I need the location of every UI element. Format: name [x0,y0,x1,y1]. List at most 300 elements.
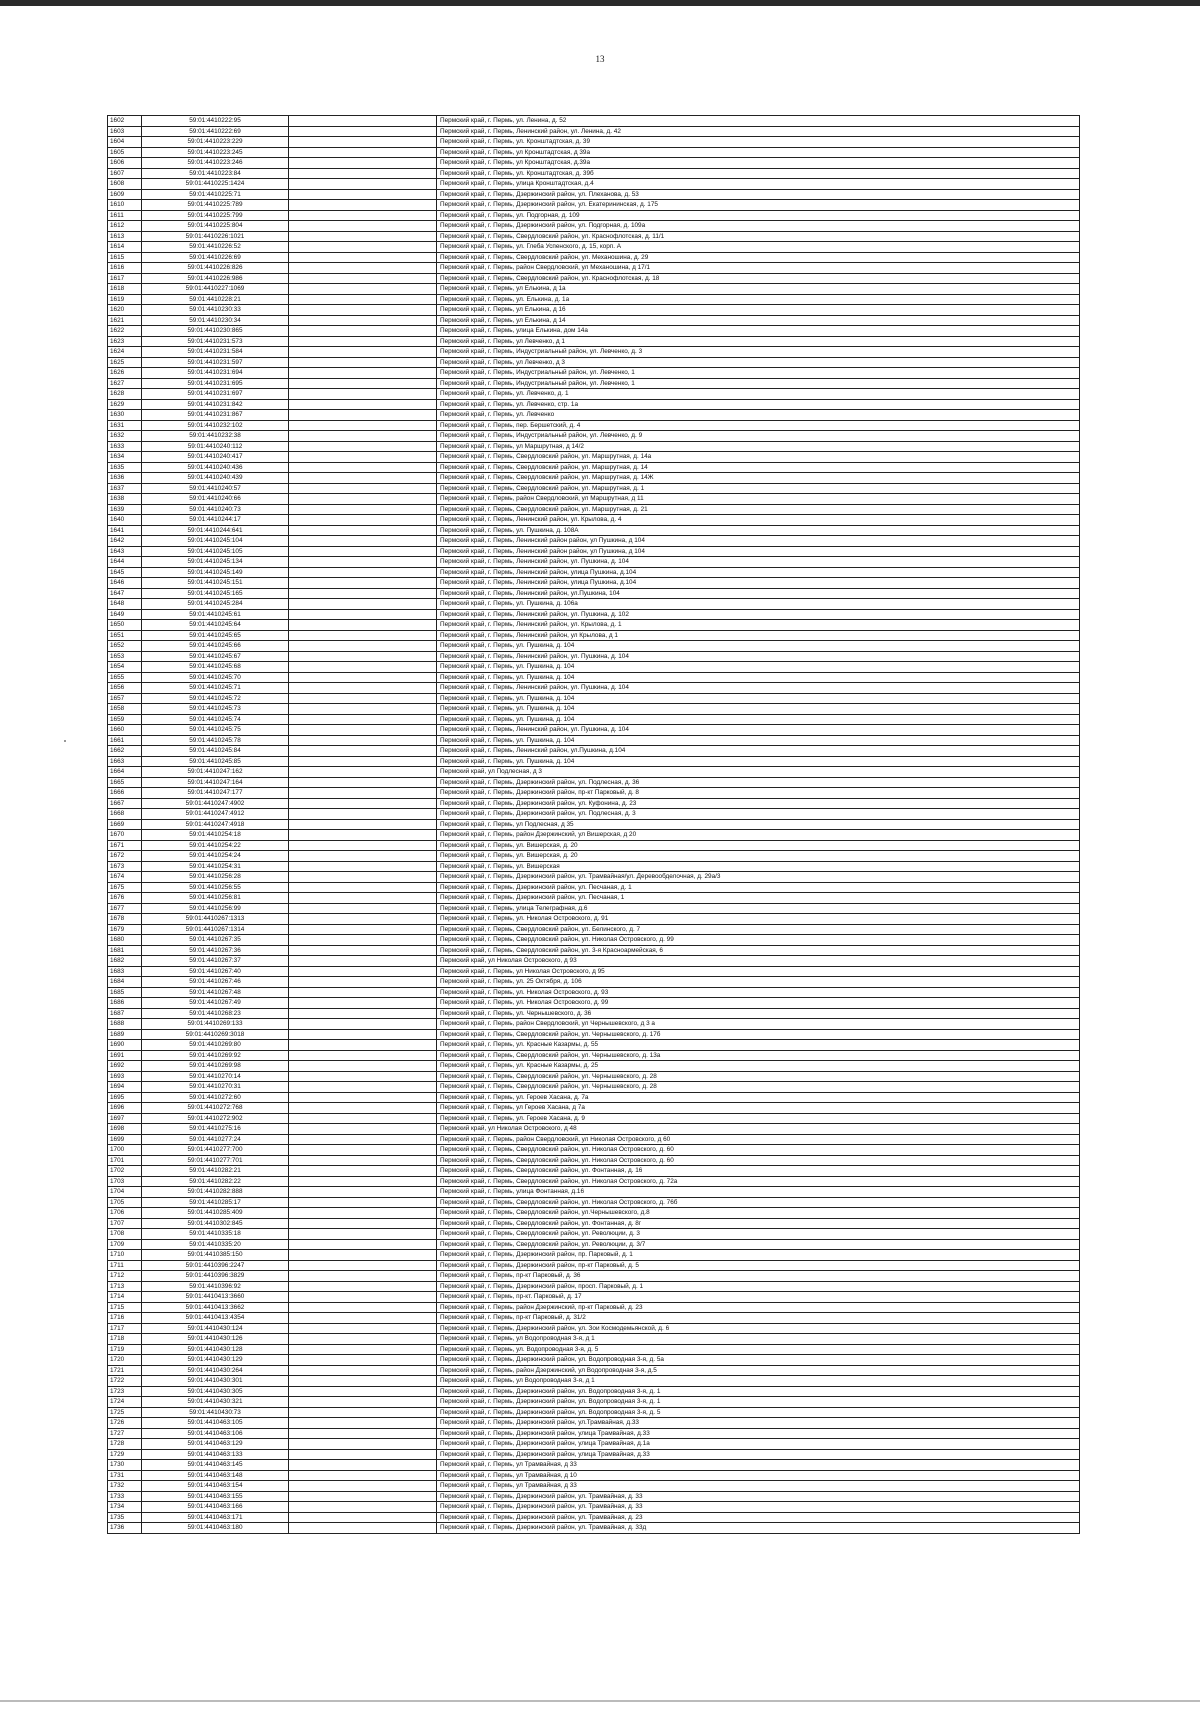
table-row [108,1176,1080,1187]
address-cell: Пермский край, г. Пермь, ул. Героев Хасана, д. 9 [437,1113,1080,1124]
address-cell: Пермский край, г. Пермь, ул. Пушкина, д. 104 [437,693,1080,704]
address-cell: Пермский край, г. Пермь, ул. Пушкина, д. 104 [437,704,1080,715]
row-number-cell: 1698 [108,1124,142,1135]
row-number-cell: 1612 [108,221,142,232]
address-cell: Пермский край, г. Пермь, ул Водопроводная 3-я, д 1 [437,1376,1080,1387]
table-row [108,420,1080,431]
row-number-cell: 1680 [108,935,142,946]
empty-cell [289,368,437,379]
row-number-cell: 1633 [108,441,142,452]
table-row [108,252,1080,263]
address-cell: Пермский край, г. Пермь, Ленинский район, ул.Пушкина, 104 [437,588,1080,599]
empty-cell [289,1323,437,1334]
row-number-cell: 1689 [108,1029,142,1040]
address-cell: Пермский край, г. Пермь, Дзержинский район, улица Трамвайная, д.1а [437,1439,1080,1450]
address-cell: Пермский край, г. Пермь, ул. Николая Островского, д. 99 [437,998,1080,1009]
address-cell: Пермский край, г. Пермь, ул. Ленина, д. 52 [437,116,1080,127]
cadastral-number-cell: 59:01:4410245:74 [142,714,289,725]
cadastral-number-cell: 59:01:4410270:14 [142,1071,289,1082]
table-row [108,756,1080,767]
empty-cell [289,746,437,757]
row-number-cell: 1696 [108,1103,142,1114]
row-number-cell: 1648 [108,599,142,610]
cadastral-number-cell: 59:01:4410396:2247 [142,1260,289,1271]
table-row [108,179,1080,190]
row-number-cell: 1679 [108,924,142,935]
address-cell: Пермский край, г. Пермь, Дзержинский район, ул. Водопроводная 3-я, д. 1 [437,1386,1080,1397]
cadastral-number-cell: 59:01:4410245:104 [142,536,289,547]
row-number-cell: 1718 [108,1334,142,1345]
row-number-cell: 1610 [108,200,142,211]
empty-cell [289,756,437,767]
cadastral-number-cell: 59:01:4410282:22 [142,1176,289,1187]
address-cell: Пермский край, г. Пермь, Ленинский район, ул.Пушкина, д.104 [437,746,1080,757]
table-row [108,704,1080,715]
cadastral-number-cell: 59:01:4410245:61 [142,609,289,620]
cadastral-number-cell: 59:01:4410231:694 [142,368,289,379]
address-cell: Пермский край, г. Пермь, ул. Глеба Успенского, д. 15, корп. А [437,242,1080,253]
cadastral-number-cell: 59:01:4410430:264 [142,1365,289,1376]
table-row [108,1197,1080,1208]
address-cell: Пермский край, г. Пермь, ул. Левченко, д. 1 [437,389,1080,400]
row-number-cell: 1725 [108,1407,142,1418]
empty-cell [289,546,437,557]
cadastral-number-cell: 59:01:4410285:409 [142,1208,289,1219]
address-cell: Пермский край, г. Пермь, ул Маршрутная, д 14/2 [437,441,1080,452]
cadastral-number-cell: 59:01:4410430:128 [142,1344,289,1355]
address-cell: Пермский край, г. Пермь, Свердловский район, ул. Николая Островского, д. 60 [437,1155,1080,1166]
address-cell: Пермский край, г. Пермь, Дзержинский район, улица Трамвайная, д.33 [437,1428,1080,1439]
cadastral-number-cell: 59:01:4410267:40 [142,966,289,977]
table-row [108,641,1080,652]
empty-cell [289,882,437,893]
address-cell: Пермский край, г. Пермь, ул Трамвайная, д 33 [437,1460,1080,1471]
cadastral-number-cell: 59:01:4410231:695 [142,378,289,389]
row-number-cell: 1651 [108,630,142,641]
row-number-cell: 1616 [108,263,142,274]
empty-cell [289,1082,437,1093]
address-cell: Пермский край, г. Пермь, ул. Пушкина, д. 104 [437,641,1080,652]
address-cell: Пермский край, г. Пермь, пр-кт. Парковый, д. 17 [437,1292,1080,1303]
address-cell: Пермский край, г. Пермь, ул Николая Островского, д 95 [437,966,1080,977]
cadastral-number-cell: 59:01:4410282:21 [142,1166,289,1177]
row-number-cell: 1657 [108,693,142,704]
cadastral-number-cell: 59:01:4410282:888 [142,1187,289,1198]
table-row [108,462,1080,473]
row-number-cell: 1650 [108,620,142,631]
empty-cell [289,210,437,221]
address-cell: Пермский край, г. Пермь, ул. Красные Казармы, д. 55 [437,1040,1080,1051]
table-row [108,210,1080,221]
row-number-cell: 1664 [108,767,142,778]
cadastral-number-cell: 59:01:4410232:102 [142,420,289,431]
row-number-cell: 1729 [108,1449,142,1460]
cadastral-number-cell: 59:01:4410244:17 [142,515,289,526]
cadastral-number-cell: 59:01:4410225:1424 [142,179,289,190]
table-row [108,893,1080,904]
table-row [108,263,1080,274]
empty-cell [289,1313,437,1324]
table-row [108,536,1080,547]
row-number-cell: 1658 [108,704,142,715]
empty-cell [289,1355,437,1366]
row-number-cell: 1684 [108,977,142,988]
cadastral-number-cell: 59:01:4410223:229 [142,137,289,148]
table-row [108,336,1080,347]
row-number-cell: 1712 [108,1271,142,1282]
table-row [108,578,1080,589]
table-row [108,1124,1080,1135]
empty-cell [289,935,437,946]
address-cell: Пермский край, г. Пермь, ул Елькина, д 1а [437,284,1080,295]
row-number-cell: 1611 [108,210,142,221]
empty-cell [289,1071,437,1082]
cadastral-number-cell: 59:01:4410463:180 [142,1523,289,1534]
empty-cell [289,641,437,652]
address-cell: Пермский край, г. Пермь, ул Левченко, д 3 [437,357,1080,368]
cadastral-number-cell: 59:01:4410240:57 [142,483,289,494]
table-row [108,1512,1080,1523]
address-cell: Пермский край, г. Пермь, Дзержинский район, ул. Трамвайная, д. 23 [437,1512,1080,1523]
empty-cell [289,1407,437,1418]
table-row [108,714,1080,725]
empty-cell [289,326,437,337]
row-number-cell: 1667 [108,798,142,809]
address-cell: Пермский край, г. Пермь, Ленинский район, ул. Крылова, д. 1 [437,620,1080,631]
row-number-cell: 1619 [108,294,142,305]
cadastral-number-cell: 59:01:4410245:71 [142,683,289,694]
address-cell: Пермский край, ул Николая Островского, д 93 [437,956,1080,967]
row-number-cell: 1656 [108,683,142,694]
empty-cell [289,420,437,431]
empty-cell [289,798,437,809]
cadastral-number-cell: 59:01:4410430:126 [142,1334,289,1345]
empty-cell [289,137,437,148]
address-cell: Пермский край, г. Пермь, ул. Героев Хасана, д. 7а [437,1092,1080,1103]
empty-cell [289,252,437,263]
cadastral-number-cell: 59:01:4410227:1069 [142,284,289,295]
address-cell: Пермский край, г. Пермь, ул Кронштадтская, д.39а [437,158,1080,169]
empty-cell [289,1124,437,1135]
empty-cell [289,767,437,778]
address-cell: Пермский край, г. Пермь, район Дзержинский, пр-кт Парковый, д. 23 [437,1302,1080,1313]
row-number-cell: 1723 [108,1386,142,1397]
empty-cell [289,1502,437,1513]
table-row [108,567,1080,578]
address-cell: Пермский край, г. Пермь, Дзержинский район, улица Трамвайная, д.33 [437,1449,1080,1460]
table-row [108,305,1080,316]
row-number-cell: 1714 [108,1292,142,1303]
address-cell: Пермский край, г. Пермь, ул Трамвайная, д 10 [437,1470,1080,1481]
table-row [108,168,1080,179]
table-row [108,735,1080,746]
empty-cell [289,1166,437,1177]
table-row [108,399,1080,410]
row-number-cell: 1628 [108,389,142,400]
table-row [108,557,1080,568]
address-cell: Пермский край, г. Пермь, район Дзержинский, ул Вишерская, д 20 [437,830,1080,841]
empty-cell [289,1302,437,1313]
registry-table [107,115,1080,1534]
table-row [108,1260,1080,1271]
table-row [108,347,1080,358]
address-cell: Пермский край, г. Пермь, ул. Кронштадтская, д. 39 [437,137,1080,148]
cadastral-number-cell: 59:01:4410223:84 [142,168,289,179]
address-cell: Пермский край, г. Пермь, Ленинский район, ул. Пушкина, д. 104 [437,683,1080,694]
cadastral-number-cell: 59:01:4410222:95 [142,116,289,127]
table-row [108,1502,1080,1513]
address-cell: Пермский край, г. Пермь, Свердловский район, ул. Маршрутная, д. 14 [437,462,1080,473]
cadastral-number-cell: 59:01:4410231:867 [142,410,289,421]
empty-cell [289,588,437,599]
table-row [108,1050,1080,1061]
cadastral-number-cell: 59:01:4410225:789 [142,200,289,211]
empty-cell [289,1344,437,1355]
cadastral-number-cell: 59:01:4410230:33 [142,305,289,316]
address-cell: Пермский край, г. Пермь, Свердловский район, ул. Маршрутная, д. 1 [437,483,1080,494]
cadastral-number-cell: 59:01:4410463:133 [142,1449,289,1460]
cadastral-number-cell: 59:01:4410254:22 [142,840,289,851]
table-row [108,525,1080,536]
cadastral-number-cell: 59:01:4410430:321 [142,1397,289,1408]
table-row [108,630,1080,641]
empty-cell [289,452,437,463]
empty-cell [289,1334,437,1345]
row-number-cell: 1681 [108,945,142,956]
table-row [108,1313,1080,1324]
row-number-cell: 1607 [108,168,142,179]
table-row [108,1397,1080,1408]
row-number-cell: 1637 [108,483,142,494]
table-row [108,326,1080,337]
table-row [108,1292,1080,1303]
table-row [108,1271,1080,1282]
cadastral-number-cell: 59:01:4410222:69 [142,126,289,137]
address-cell: Пермский край, г. Пермь, ул. Николая Островского, д. 93 [437,987,1080,998]
cadastral-number-cell: 59:01:4410240:73 [142,504,289,515]
row-number-cell: 1692 [108,1061,142,1072]
cadastral-number-cell: 59:01:4410302:845 [142,1218,289,1229]
address-cell: Пермский край, г. Пермь, Дзержинский район, ул. Плеханова, д. 53 [437,189,1080,200]
row-number-cell: 1693 [108,1071,142,1082]
table-row [108,431,1080,442]
address-cell: Пермский край, г. Пермь, район Свердловский, ул Николая Островского, д 60 [437,1134,1080,1145]
empty-cell [289,893,437,904]
row-number-cell: 1704 [108,1187,142,1198]
row-number-cell: 1626 [108,368,142,379]
empty-cell [289,515,437,526]
cadastral-number-cell: 59:01:4410277:700 [142,1145,289,1156]
cadastral-number-cell: 59:01:4410463:106 [142,1428,289,1439]
row-number-cell: 1636 [108,473,142,484]
cadastral-number-cell: 59:01:4410225:799 [142,210,289,221]
cadastral-number-cell: 59:01:4410245:165 [142,588,289,599]
empty-cell [289,557,437,568]
address-cell: Пермский край, г. Пермь, Свердловский район, ул. Чернышевского, д. 28 [437,1071,1080,1082]
empty-cell [289,263,437,274]
row-number-cell: 1662 [108,746,142,757]
row-number-cell: 1652 [108,641,142,652]
address-cell: Пермский край, г. Пермь, Дзержинский район, ул. Песчаная, 1 [437,893,1080,904]
row-number-cell: 1645 [108,567,142,578]
table-row [108,851,1080,862]
table-row [108,1071,1080,1082]
table-row [108,378,1080,389]
cadastral-number-cell: 59:01:4410244:641 [142,525,289,536]
row-number-cell: 1670 [108,830,142,841]
table-row [108,1302,1080,1313]
table-row [108,273,1080,284]
cadastral-number-cell: 59:01:4410226:69 [142,252,289,263]
row-number-cell: 1653 [108,651,142,662]
table-row [108,452,1080,463]
empty-cell [289,473,437,484]
address-cell: Пермский край, г. Пермь, Ленинский район район, ул Пушкина, д 104 [437,536,1080,547]
empty-cell [289,294,437,305]
row-number-cell: 1669 [108,819,142,830]
empty-cell [289,683,437,694]
address-cell: Пермский край, г. Пермь, Ленинский район, ул. Пушкина, д. 104 [437,557,1080,568]
table-row [108,1208,1080,1219]
table-row [108,683,1080,694]
row-number-cell: 1644 [108,557,142,568]
address-cell: Пермский край, г. Пермь, ул Кронштадтская, д 39а [437,147,1080,158]
empty-cell [289,536,437,547]
row-number-cell: 1642 [108,536,142,547]
cadastral-number-cell: 59:01:4410240:112 [142,441,289,452]
cadastral-number-cell: 59:01:4410247:4912 [142,809,289,820]
row-number-cell: 1629 [108,399,142,410]
address-cell: Пермский край, г. Пермь, пр-кт Парковый, д. 36 [437,1271,1080,1282]
cadastral-number-cell: 59:01:4410245:284 [142,599,289,610]
row-number-cell: 1618 [108,284,142,295]
empty-cell [289,1470,437,1481]
empty-cell [289,357,437,368]
empty-cell [289,242,437,253]
address-cell: Пермский край, г. Пермь, Ленинский район, улица Пушкина, д.104 [437,578,1080,589]
empty-cell [289,1512,437,1523]
cadastral-number-cell: 59:01:4410463:154 [142,1481,289,1492]
table-row [108,1239,1080,1250]
address-cell: Пермский край, ул Подлесная, д 3 [437,767,1080,778]
table-row [108,840,1080,851]
table-row [108,1428,1080,1439]
table-row [108,966,1080,977]
empty-cell [289,977,437,988]
empty-cell [289,1229,437,1240]
cadastral-number-cell: 59:01:4410430:301 [142,1376,289,1387]
address-cell: Пермский край, г. Пермь, ул Подлесная, д 35 [437,819,1080,830]
row-number-cell: 1627 [108,378,142,389]
empty-cell [289,714,437,725]
empty-cell [289,1491,437,1502]
row-number-cell: 1721 [108,1365,142,1376]
table-row [108,315,1080,326]
empty-cell [289,1218,437,1229]
cadastral-number-cell: 59:01:4410272:60 [142,1092,289,1103]
empty-cell [289,1176,437,1187]
empty-cell [289,389,437,400]
address-cell: Пермский край, г. Пермь, ул. Левченко, стр. 1а [437,399,1080,410]
address-cell: Пермский край, г. Пермь, Свердловский район, ул. Николая Островского, д. 76б [437,1197,1080,1208]
cadastral-number-cell: 59:01:4410245:67 [142,651,289,662]
empty-cell [289,494,437,505]
row-number-cell: 1615 [108,252,142,263]
table-row [108,1449,1080,1460]
address-cell: Пермский край, г. Пермь, ул. Вишерская, д. 20 [437,851,1080,862]
empty-cell [289,315,437,326]
row-number-cell: 1609 [108,189,142,200]
address-cell: Пермский край, г. Пермь, ул. Елькина, д. 1а [437,294,1080,305]
empty-cell [289,914,437,925]
table-row [108,1376,1080,1387]
cadastral-number-cell: 59:01:4410267:49 [142,998,289,1009]
address-cell: Пермский край, г. Пермь, ул. Пушкина, д. 108А [437,525,1080,536]
cadastral-number-cell: 59:01:4410269:80 [142,1040,289,1051]
row-number-cell: 1677 [108,903,142,914]
table-row [108,1407,1080,1418]
address-cell: Пермский край, г. Пермь, ул. Чернышевского, д. 36 [437,1008,1080,1019]
row-number-cell: 1646 [108,578,142,589]
cadastral-number-cell: 59:01:4410267:37 [142,956,289,967]
row-number-cell: 1724 [108,1397,142,1408]
empty-cell [289,630,437,641]
address-cell: Пермский край, г. Пермь, ул. Левченко [437,410,1080,421]
row-number-cell: 1666 [108,788,142,799]
address-cell: Пермский край, г. Пермь, ул Елькина, д 14 [437,315,1080,326]
address-cell: Пермский край, г. Пермь, ул. 25 Октября, д. 106 [437,977,1080,988]
table-row [108,882,1080,893]
table-row [108,441,1080,452]
cadastral-number-cell: 59:01:4410228:21 [142,294,289,305]
empty-cell [289,168,437,179]
address-cell: Пермский край, г. Пермь, Свердловский район, ул. 3-я Красноармейская, 6 [437,945,1080,956]
address-cell: Пермский край, г. Пермь, Дзержинский район, ул. Подлесная, д. 36 [437,777,1080,788]
address-cell: Пермский край, г. Пермь, Дзержинский район, пр-кт Парковый, д. 8 [437,788,1080,799]
cadastral-number-cell: 59:01:4410231:584 [142,347,289,358]
table-row [108,746,1080,757]
address-cell: Пермский край, г. Пермь, ул. Пушкина, д. 104 [437,756,1080,767]
cadastral-number-cell: 59:01:4410223:246 [142,158,289,169]
address-cell: Пермский край, г. Пермь, Свердловский район, ул. Николая Островского, д. 99 [437,935,1080,946]
address-cell: Пермский край, г. Пермь, Ленинский район, ул Крылова, д 1 [437,630,1080,641]
cadastral-number-cell: 59:01:4410430:305 [142,1386,289,1397]
table-row [108,1040,1080,1051]
table-row [108,599,1080,610]
empty-cell [289,1376,437,1387]
empty-cell [289,1250,437,1261]
address-cell: Пермский край, г. Пермь, ул. Красные Казармы, д. 25 [437,1061,1080,1072]
row-number-cell: 1641 [108,525,142,536]
table-row [108,620,1080,631]
empty-cell [289,620,437,631]
empty-cell [289,704,437,715]
table-row [108,1344,1080,1355]
address-cell: Пермский край, г. Пермь, Дзержинский район, ул. Трамвайная, д. 33 [437,1502,1080,1513]
row-number-cell: 1671 [108,840,142,851]
address-cell: Пермский край, г. Пермь, район Свердловский, ул Механошина, д 17/1 [437,263,1080,274]
row-number-cell: 1690 [108,1040,142,1051]
table-row [108,1491,1080,1502]
table-row [108,809,1080,820]
table-row [108,693,1080,704]
empty-cell [289,1428,437,1439]
row-number-cell: 1706 [108,1208,142,1219]
empty-cell [289,1523,437,1534]
empty-cell [289,1008,437,1019]
address-cell: Пермский край, г. Пермь, Свердловский район, ул. Чернышевского, д. 13а [437,1050,1080,1061]
cadastral-number-cell: 59:01:4410225:71 [142,189,289,200]
